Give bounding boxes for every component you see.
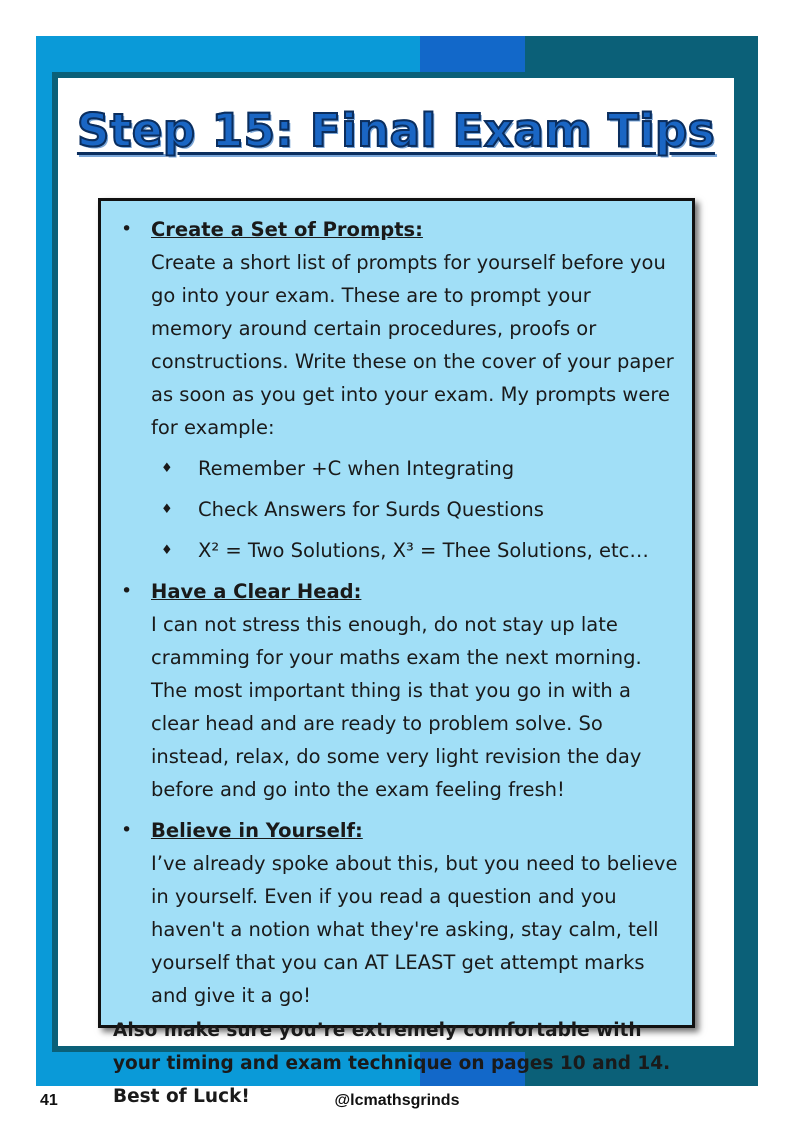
prompt-item xyxy=(111,534,678,567)
tip-heading: Create a Set of Prompts: xyxy=(151,218,423,241)
prompt-item xyxy=(111,452,678,485)
closing-note: Also make sure you’re extremely comfortable with your timing and exam technique on pages 10 and 14. Best of Luck! xyxy=(113,1020,671,1107)
tip-item xyxy=(111,575,678,806)
tip-heading: Have a Clear Head: xyxy=(151,580,362,603)
prompt-item xyxy=(111,493,678,526)
footer-handle: @lcmathsgrinds xyxy=(334,1092,460,1109)
tip-body: Create a short list of prompts for yourself before you go into your exam. These are to prompt your memory around certain procedures, proofs or constructions. Write these on the cover of your paper as soon as you get into your exam. My prompts were for example: xyxy=(151,251,674,439)
page-number: 41 xyxy=(40,1092,58,1109)
prompt-text: X² = Two Solutions, X³ = Thee Solutions, etc… xyxy=(198,539,649,562)
bullet-icon: • xyxy=(121,819,133,841)
tip-body: I can not stress this enough, do not stay up late cramming for your maths exam the next morning. The most important thing is that you go in with a clear head and are ready to problem solve. So instead, relax, do some very light revision the day before and go into the exam feeling fresh! xyxy=(151,613,642,801)
tip-item xyxy=(111,814,678,1012)
prompt-text: Remember +C when Integrating xyxy=(198,457,515,480)
bullet-icon: • xyxy=(121,580,133,602)
tip-item xyxy=(111,213,678,444)
tip-heading: Believe in Yourself: xyxy=(151,819,363,842)
page-title: Step 15: Final Exam Tips xyxy=(76,104,716,157)
diamond-bullet-icon: ♦ xyxy=(161,502,173,517)
diamond-bullet-icon: ♦ xyxy=(161,543,173,558)
diamond-bullet-icon: ♦ xyxy=(161,461,173,476)
tip-body: I’ve already spoke about this, but you need to believe in yourself. Even if you read a question and you haven't a notion what they're asking, stay calm, tell yourself that you can AT LEAST get attempt marks and give it a go! xyxy=(151,852,678,1007)
bullet-icon: • xyxy=(121,218,133,240)
prompt-text: Check Answers for Surds Questions xyxy=(198,498,544,521)
